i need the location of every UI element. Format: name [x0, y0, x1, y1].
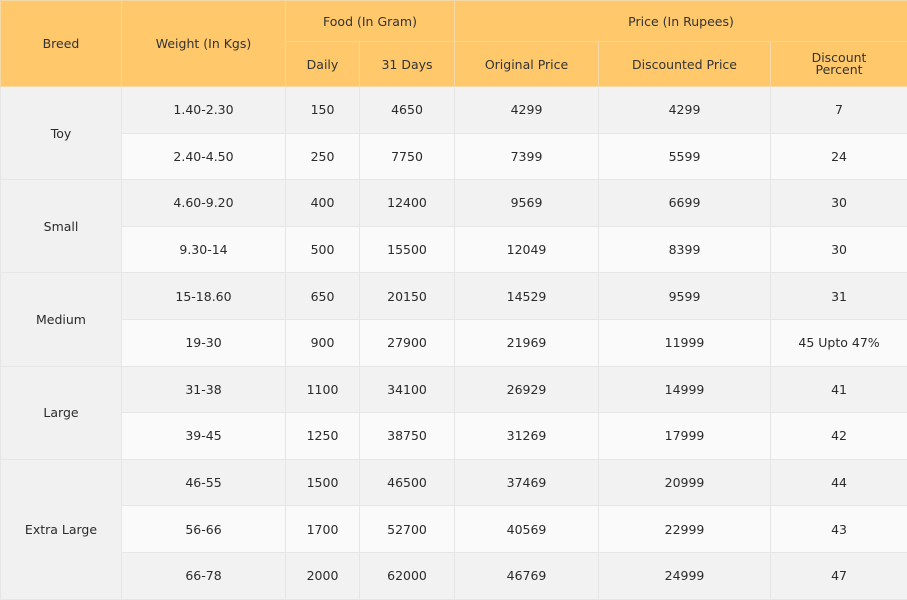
daily-food-cell: 650	[286, 273, 360, 320]
monthly-food-cell: 38750	[360, 413, 455, 460]
table-row	[1, 273, 907, 320]
discounted-price-cell: 14999	[599, 366, 771, 413]
original-price-cell: 46769	[455, 552, 599, 599]
table-row	[1, 552, 907, 599]
monthly-food-cell: 27900	[360, 319, 455, 366]
table-row	[1, 413, 907, 460]
daily-food-cell: 500	[286, 226, 360, 273]
weight-cell: 1.40-2.30	[122, 87, 286, 134]
discounted-price-cell: 5599	[599, 133, 771, 180]
header-breed: Breed	[1, 1, 122, 87]
weight-cell: 31-38	[122, 366, 286, 413]
header-row-top	[1, 1, 907, 42]
monthly-food-cell: 46500	[360, 459, 455, 506]
daily-food-cell: 1250	[286, 413, 360, 460]
monthly-food-cell: 15500	[360, 226, 455, 273]
monthly-food-cell: 12400	[360, 180, 455, 227]
header-discount-percent-label	[811, 49, 867, 77]
original-price-cell: 21969	[455, 319, 599, 366]
discount-percent-cell: 30	[771, 180, 907, 227]
original-price-cell: 9569	[455, 180, 599, 227]
weight-cell: 19-30	[122, 319, 286, 366]
daily-food-cell: 1500	[286, 459, 360, 506]
daily-food-cell: 150	[286, 87, 360, 134]
discount-percent-cell: 24	[771, 133, 907, 180]
discount-percent-cell: 47	[771, 552, 907, 599]
discounted-price-cell: 20999	[599, 459, 771, 506]
daily-food-cell: 400	[286, 180, 360, 227]
daily-food-cell: 1700	[286, 506, 360, 553]
header-price: Price (In Rupees)	[455, 1, 907, 42]
breed-cell: Small	[1, 180, 122, 273]
table-row	[1, 180, 907, 227]
table-row	[1, 133, 907, 180]
original-price-cell: 31269	[455, 413, 599, 460]
weight-cell: 56-66	[122, 506, 286, 553]
header-31-days: 31 Days	[360, 42, 455, 87]
weight-cell: 9.30-14	[122, 226, 286, 273]
header-discount-line2: Percent	[815, 61, 863, 77]
table-row	[1, 87, 907, 134]
monthly-food-cell: 4650	[360, 87, 455, 134]
header-daily: Daily	[286, 42, 360, 87]
weight-cell: 4.60-9.20	[122, 180, 286, 227]
discounted-price-cell: 6699	[599, 180, 771, 227]
discount-percent-cell: 30	[771, 226, 907, 273]
weight-cell: 46-55	[122, 459, 286, 506]
original-price-cell: 12049	[455, 226, 599, 273]
original-price-cell: 4299	[455, 87, 599, 134]
table-row	[1, 366, 907, 413]
monthly-food-cell: 52700	[360, 506, 455, 553]
header-discount-percent	[771, 42, 907, 87]
original-price-cell: 14529	[455, 273, 599, 320]
breed-cell: Large	[1, 366, 122, 459]
original-price-cell: 7399	[455, 133, 599, 180]
daily-food-cell: 900	[286, 319, 360, 366]
discount-percent-cell: 41	[771, 366, 907, 413]
original-price-cell: 37469	[455, 459, 599, 506]
discount-percent-cell: 7	[771, 87, 907, 134]
monthly-food-cell: 7750	[360, 133, 455, 180]
table-row	[1, 459, 907, 506]
discount-percent-cell: 45 Upto 47%	[771, 319, 907, 366]
weight-cell: 2.40-4.50	[122, 133, 286, 180]
daily-food-cell: 250	[286, 133, 360, 180]
table-row	[1, 506, 907, 553]
monthly-food-cell: 20150	[360, 273, 455, 320]
discount-percent-cell: 43	[771, 506, 907, 553]
weight-cell: 66-78	[122, 552, 286, 599]
header-discounted-price: Discounted Price	[599, 42, 771, 87]
header-discount-line1: Discount	[811, 49, 867, 65]
discounted-price-cell: 4299	[599, 87, 771, 134]
breed-cell: Medium	[1, 273, 122, 366]
header-original-price: Original Price	[455, 42, 599, 87]
discounted-price-cell: 24999	[599, 552, 771, 599]
discount-percent-cell: 31	[771, 273, 907, 320]
original-price-cell: 40569	[455, 506, 599, 553]
monthly-food-cell: 62000	[360, 552, 455, 599]
daily-food-cell: 2000	[286, 552, 360, 599]
original-price-cell: 26929	[455, 366, 599, 413]
header-weight: Weight (In Kgs)	[122, 1, 286, 87]
discounted-price-cell: 11999	[599, 319, 771, 366]
discount-percent-cell: 44	[771, 459, 907, 506]
table-body	[1, 87, 907, 600]
weight-cell: 15-18.60	[122, 273, 286, 320]
breed-cell: Toy	[1, 87, 122, 180]
table-header	[1, 1, 907, 87]
discount-percent-cell: 42	[771, 413, 907, 460]
breed-cell: Extra Large	[1, 459, 122, 599]
header-food: Food (In Gram)	[286, 1, 455, 42]
table-row	[1, 226, 907, 273]
discounted-price-cell: 17999	[599, 413, 771, 460]
monthly-food-cell: 34100	[360, 366, 455, 413]
table-row	[1, 319, 907, 366]
discounted-price-cell: 8399	[599, 226, 771, 273]
discounted-price-cell: 9599	[599, 273, 771, 320]
daily-food-cell: 1100	[286, 366, 360, 413]
discounted-price-cell: 22999	[599, 506, 771, 553]
weight-cell: 39-45	[122, 413, 286, 460]
